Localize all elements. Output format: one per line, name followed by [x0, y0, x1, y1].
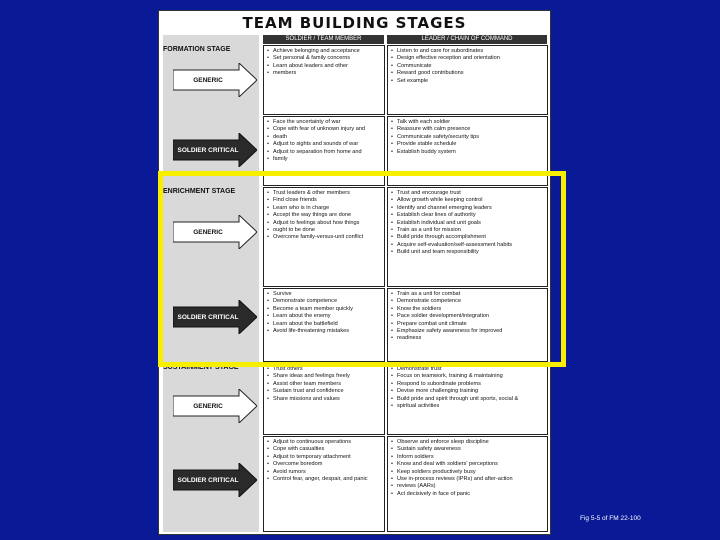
list-item: • Adjust to sights and sounds of war	[267, 141, 381, 148]
arrow-label: GENERIC	[193, 76, 223, 84]
list-item: • Respond to subordinate problems	[391, 381, 544, 388]
member-cell	[263, 436, 385, 532]
list-item: • Become a team member quickly	[267, 306, 381, 313]
list-item: • Learn about the enemy	[267, 313, 381, 320]
list-item: • Adjust to separation from home and	[267, 149, 381, 156]
member-cell	[263, 116, 385, 186]
list-item: • Use in-process reviews (IPRs) and after-action	[391, 476, 544, 483]
list-item: • Know the soldiers	[391, 306, 544, 313]
list-item: • Learn about leaders and other	[267, 63, 381, 70]
formation-stage-label: FORMATION STAGE	[163, 46, 231, 53]
list-item: • Trust others	[267, 366, 381, 373]
list-item: • Demonstrate competence	[391, 298, 544, 305]
list-item: • Design effective reception and orientation	[391, 55, 544, 62]
generic-arrow	[173, 63, 257, 97]
list-item: • Establish buddy system	[391, 149, 544, 156]
list-item: • spiritual activities	[391, 403, 544, 410]
list-item: • Learn about the battlefield	[267, 321, 381, 328]
list-item: • Adjust to temporary attachment	[267, 454, 381, 461]
list-item: • Share ideas and feelings freely	[267, 373, 381, 380]
list-item: • Assist other team members	[267, 381, 381, 388]
member-cell	[263, 288, 385, 362]
list-item: • Overcome boredom	[267, 461, 381, 468]
list-item: • reviews (AARs)	[391, 483, 544, 490]
leader-cell	[387, 288, 548, 362]
list-item: • Communicate	[391, 63, 544, 70]
leader-cell	[387, 116, 548, 186]
leader-cell	[387, 187, 548, 287]
arrow-label: GENERIC	[193, 228, 223, 236]
list-item: • Trust and encourage trust	[391, 190, 544, 197]
list-item: • Find close friends	[267, 197, 381, 204]
enrichment-stage-label: ENRICHMENT STAGE	[163, 188, 236, 195]
list-item: • Devise more challenging training	[391, 388, 544, 395]
list-item: • Face the uncertainty of war	[267, 119, 381, 126]
list-item: • Establish clear lines of authority	[391, 212, 544, 219]
leader-column-header: LEADER / CHAIN OF COMMAND	[387, 35, 547, 44]
list-item: • Train as a unit for mission	[391, 227, 544, 234]
list-item: • Share missions and values	[267, 396, 381, 403]
arrow-label: GENERIC	[193, 402, 223, 410]
list-item: • Inform soldiers	[391, 454, 544, 461]
list-item: • Communicate safety/security tips	[391, 134, 544, 141]
arrow-label: SOLDIER CRITICAL	[177, 146, 239, 154]
list-item: • Act decisively in face of panic	[391, 491, 544, 498]
generic-arrow	[173, 389, 257, 423]
list-item: • Set personal & family concerns	[267, 55, 381, 62]
list-item: • Know and deal with soldiers' perceptions	[391, 461, 544, 468]
list-item: • members	[267, 70, 381, 77]
list-item: • Demonstrate trust	[391, 366, 544, 373]
list-item: • Control fear, anger, despair, and panic	[267, 476, 381, 483]
generic-arrow	[173, 215, 257, 249]
member-cell	[263, 187, 385, 287]
list-item: • Train as a unit for combat	[391, 291, 544, 298]
member-cell	[263, 45, 385, 115]
list-item: • Set example	[391, 78, 544, 85]
list-item: • Reward good contributions	[391, 70, 544, 77]
list-item: • Prepare combat unit climate	[391, 321, 544, 328]
soldier-critical-arrow	[173, 133, 257, 167]
list-item: • family	[267, 156, 381, 163]
member-cell	[263, 363, 385, 435]
document-title: TEAM BUILDING STAGES	[242, 14, 467, 32]
list-item: • Avoid life-threatening mistakes	[267, 328, 381, 335]
list-item: • Sustain trust and confidence	[267, 388, 381, 395]
list-item: • Achieve belonging and acceptance	[267, 48, 381, 55]
soldier-critical-arrow	[173, 463, 257, 497]
list-item: • Build pride and spirit through unit sports, social &	[391, 396, 544, 403]
list-item: • Learn who is in charge	[267, 205, 381, 212]
sustainment-stage-label: SUSTAINMENT STAGE	[163, 364, 239, 371]
arrow-label: SOLDIER CRITICAL	[177, 313, 239, 321]
list-item: • Survive	[267, 291, 381, 298]
list-item: • Keep soldiers productively busy	[391, 469, 544, 476]
leader-cell	[387, 45, 548, 115]
list-item: • Listen to and care for subordinates	[391, 48, 544, 55]
list-item: • Emphasize safety awareness for improved	[391, 328, 544, 335]
list-item: • Pace soldier development/integration	[391, 313, 544, 320]
list-item: • Establish individual and unit goals	[391, 220, 544, 227]
stage-label-column	[163, 35, 259, 532]
list-item: • Cope with fear of unknown injury and	[267, 126, 381, 133]
list-item: • Talk with each soldier	[391, 119, 544, 126]
list-item: • ought to be done	[267, 227, 381, 234]
list-item: • Overcome family-versus-unit conflict	[267, 234, 381, 241]
list-item: • Accept the way things are done	[267, 212, 381, 219]
team-building-document	[158, 10, 551, 535]
list-item: • Trust leaders & other members	[267, 190, 381, 197]
list-item: • readiness	[391, 335, 544, 342]
soldier-critical-arrow	[173, 300, 257, 334]
list-item: • Acquire self-evaluation/self-assessment habits	[391, 242, 544, 249]
list-item: • Observe and enforce sleep discipline	[391, 439, 544, 446]
leader-cell	[387, 363, 548, 435]
list-item: • Demonstrate competence	[267, 298, 381, 305]
list-item: • Adjust to feelings about how things	[267, 220, 381, 227]
member-column-header: SOLDIER / TEAM MEMBER	[263, 35, 384, 44]
list-item: • Sustain safety awareness	[391, 446, 544, 453]
list-item: • Avoid rumors	[267, 469, 381, 476]
list-item: • Allow growth while keeping control	[391, 197, 544, 204]
arrow-label: SOLDIER CRITICAL	[177, 476, 239, 484]
list-item: • Identify and channel emerging leaders	[391, 205, 544, 212]
list-item: • Reassure with calm presence	[391, 126, 544, 133]
list-item: • Focus on teamwork, training & maintaining	[391, 373, 544, 380]
list-item: • Provide stable schedule	[391, 141, 544, 148]
list-item: • Adjust to continuous operations	[267, 439, 381, 446]
figure-caption: Fig 5-5 of FM 22-100	[580, 515, 641, 522]
list-item: • death	[267, 134, 381, 141]
list-item: • Build unit and team responsibility	[391, 249, 544, 256]
leader-cell	[387, 436, 548, 532]
list-item: • Cope with casualties	[267, 446, 381, 453]
list-item: • Build pride through accomplishment	[391, 234, 544, 241]
